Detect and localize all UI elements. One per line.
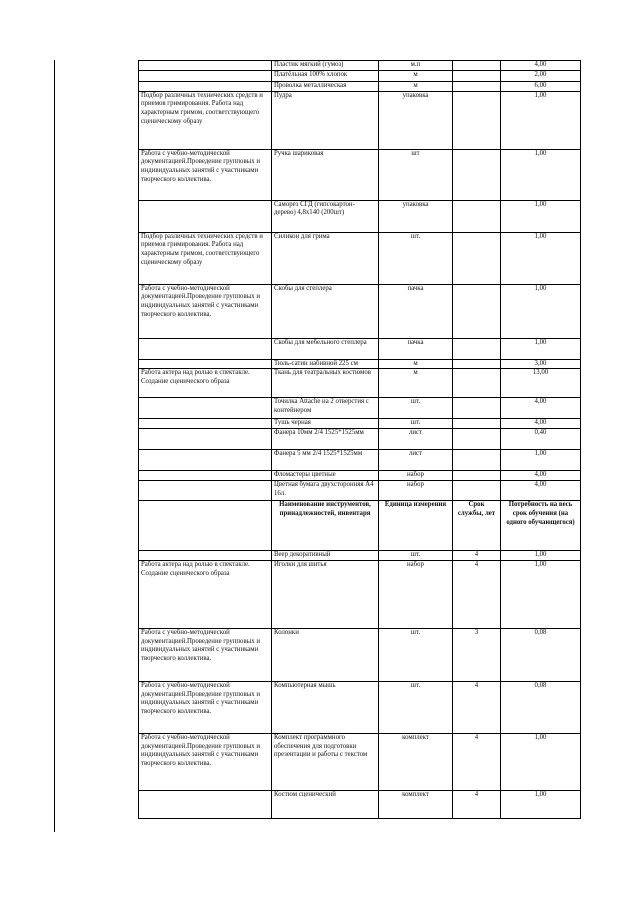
empty-cell xyxy=(453,471,501,481)
unit-cell: упаковка xyxy=(379,91,453,149)
empty-cell xyxy=(453,70,501,81)
unit-cell: комплект xyxy=(379,791,453,819)
item-name-cell: Тюль-сатин набивной 225 см xyxy=(272,359,379,369)
quantity-cell: 1,00 xyxy=(501,338,581,359)
service-term-cell: 4 xyxy=(453,734,501,791)
table-row xyxy=(139,369,581,398)
table-row xyxy=(139,429,581,450)
empty-cell xyxy=(453,481,501,501)
item-name-cell: Точилка Attache на 2 отверстия с контейнером xyxy=(272,398,379,419)
quantity-cell: 4,00 xyxy=(501,471,581,481)
unit-cell: м xyxy=(379,359,453,369)
service-term-cell: 4 xyxy=(453,791,501,819)
empty-header-cell xyxy=(139,501,272,551)
quantity-cell: 4,00 xyxy=(501,481,581,501)
quantity-cell: 1,00 xyxy=(501,450,581,471)
empty-cell xyxy=(453,149,501,200)
table-row xyxy=(139,91,581,149)
unit-cell: шт. xyxy=(379,682,453,734)
unit-cell: пачка xyxy=(379,338,453,359)
table-row xyxy=(139,419,581,429)
table-row xyxy=(139,81,581,91)
empty-cell xyxy=(453,359,501,369)
empty-cell xyxy=(453,398,501,419)
unit-cell: лист xyxy=(379,450,453,471)
table-row xyxy=(139,232,581,284)
item-name-cell: Фломастеры цветные xyxy=(272,471,379,481)
unit-cell: лист xyxy=(379,429,453,450)
quantity-cell: 3,00 xyxy=(501,359,581,369)
work-description-cell: Работа с учебно-методической документацией.Проведение групповых и индивидуальных занятий с участниками творческого коллектива. xyxy=(139,284,272,338)
unit-cell: пачка xyxy=(379,284,453,338)
resources-table xyxy=(138,60,581,819)
empty-cell xyxy=(453,338,501,359)
table-row xyxy=(139,791,581,819)
unit-cell: шт. xyxy=(379,419,453,429)
need-cell: 0,08 xyxy=(501,629,581,682)
item-name-cell: Фанера 5 мм 2/4 1525*1525мм xyxy=(272,450,379,471)
table-row xyxy=(139,284,581,338)
need-cell: 1,00 xyxy=(501,561,581,629)
item-name-cell: Пудра xyxy=(272,91,379,149)
empty-cell xyxy=(453,284,501,338)
work-description-cell xyxy=(139,70,272,81)
table-row xyxy=(139,149,581,200)
header-need: Потребность на весь срок обучения (на одного обучающегося) xyxy=(501,501,581,551)
quantity-cell: 1,00 xyxy=(501,232,581,284)
need-cell: 1,00 xyxy=(501,551,581,561)
table-row xyxy=(139,359,581,369)
item-name-cell: Комплект программного обеспечения для подготовки презентации и работы с текстом xyxy=(272,734,379,791)
quantity-cell: 1,00 xyxy=(501,200,581,232)
service-term-cell: 4 xyxy=(453,551,501,561)
quantity-cell: 4,00 xyxy=(501,61,581,71)
quantity-cell: 4,00 xyxy=(501,398,581,419)
item-name-cell: Силикон для грима xyxy=(272,232,379,284)
work-description-cell: Работа с учебно-методической документацией.Проведение групповых и индивидуальных занятий с участниками творческого коллектива. xyxy=(139,682,272,734)
work-description-cell xyxy=(139,359,272,369)
margin-line xyxy=(54,60,55,832)
item-name-cell: Платёльная 100% хлопок xyxy=(272,70,379,81)
service-term-cell: 3 xyxy=(453,629,501,682)
table-row xyxy=(139,61,581,71)
work-description-cell xyxy=(139,200,272,232)
table-header-row xyxy=(139,501,581,551)
work-description-cell: Работа актера над ролью в спектакле. Создание сценического образа xyxy=(139,561,272,629)
item-name-cell: Тушь черная xyxy=(272,419,379,429)
item-name-cell: Проволка металлическая xyxy=(272,81,379,91)
table-row xyxy=(139,481,581,501)
work-description-cell: Подбор различных технических средств и приемов гримирования. Работа над характерным гримом, соответствующего сценическому образу xyxy=(139,91,272,149)
table-row xyxy=(139,561,581,629)
work-description-cell xyxy=(139,450,272,471)
unit-cell: м xyxy=(379,70,453,81)
empty-cell xyxy=(453,450,501,471)
unit-cell: шт. xyxy=(379,232,453,284)
work-description-cell xyxy=(139,419,272,429)
work-description-cell xyxy=(139,429,272,450)
work-description-cell xyxy=(139,81,272,91)
empty-cell xyxy=(453,81,501,91)
quantity-cell: 1,00 xyxy=(501,149,581,200)
quantity-cell: 13,00 xyxy=(501,369,581,398)
empty-cell xyxy=(453,200,501,232)
table-row xyxy=(139,629,581,682)
table-row xyxy=(139,471,581,481)
table-row xyxy=(139,682,581,734)
header-unit: Единица измерения xyxy=(379,501,453,551)
work-description-cell xyxy=(139,61,272,71)
work-description-cell xyxy=(139,481,272,501)
header-name: Наименование инструментов, принадлежностей, инвентаря xyxy=(272,501,379,551)
need-cell: 0,08 xyxy=(501,682,581,734)
service-term-cell: 4 xyxy=(453,682,501,734)
service-term-cell: 4 xyxy=(453,561,501,629)
item-name-cell: Иголки для шитья xyxy=(272,561,379,629)
header-term: Срок службы, лет xyxy=(453,501,501,551)
table-row xyxy=(139,734,581,791)
table-row xyxy=(139,200,581,232)
unit-cell: набор xyxy=(379,561,453,629)
work-description-cell: Подбор различных технических средств и приемов гримирования. Работа над характерным гримом, соответствующего сценическому образу xyxy=(139,232,272,284)
item-name-cell: Скобы для степлера xyxy=(272,284,379,338)
item-name-cell: Скобы для мебельного степлера xyxy=(272,338,379,359)
table-row xyxy=(139,551,581,561)
work-description-cell: Работа с учебно-методической документацией.Проведение групповых и индивидуальных занятий с участниками творческого коллектива. xyxy=(139,629,272,682)
table-row xyxy=(139,398,581,419)
work-description-cell xyxy=(139,471,272,481)
item-name-cell: Саморез СГД (гипсокартон-дерево) 4,8х140 (200шт) xyxy=(272,200,379,232)
unit-cell: шт. xyxy=(379,551,453,561)
unit-cell: набор xyxy=(379,481,453,501)
quantity-cell: 2,00 xyxy=(501,70,581,81)
unit-cell: м.п xyxy=(379,61,453,71)
table-row xyxy=(139,450,581,471)
item-name-cell: Пластик мягкий (гумоз) xyxy=(272,61,379,71)
item-name-cell: Костюм сценический xyxy=(272,791,379,819)
quantity-cell: 6,00 xyxy=(501,81,581,91)
unit-cell: м xyxy=(379,369,453,398)
unit-cell: шт. xyxy=(379,398,453,419)
work-description-cell: Работа с учебно-методической документацией.Проведение групповых и индивидуальных занятий с участниками творческого коллектива. xyxy=(139,734,272,791)
quantity-cell: 0,40 xyxy=(501,429,581,450)
empty-cell xyxy=(453,91,501,149)
work-description-cell xyxy=(139,551,272,561)
item-name-cell: Цветная бумага двухсторонняя А4 16л. xyxy=(272,481,379,501)
table-row xyxy=(139,338,581,359)
resources-table-body xyxy=(139,61,581,819)
work-description-cell xyxy=(139,398,272,419)
unit-cell: комплект xyxy=(379,734,453,791)
unit-cell: упаковка xyxy=(379,200,453,232)
empty-cell xyxy=(453,61,501,71)
unit-cell: шт xyxy=(379,149,453,200)
unit-cell: набор xyxy=(379,471,453,481)
item-name-cell: Веер декоративный xyxy=(272,551,379,561)
item-name-cell: Колонки xyxy=(272,629,379,682)
work-description-cell xyxy=(139,338,272,359)
work-description-cell xyxy=(139,791,272,819)
empty-cell xyxy=(453,419,501,429)
quantity-cell: 4,00 xyxy=(501,419,581,429)
item-name-cell: Компьютерная мышь xyxy=(272,682,379,734)
unit-cell: шт. xyxy=(379,629,453,682)
work-description-cell: Работа с учебно-методической документацией.Проведение групповых и индивидуальных занятий с участниками творческого коллектива. xyxy=(139,149,272,200)
quantity-cell: 1,00 xyxy=(501,284,581,338)
item-name-cell: Ручка шариковая xyxy=(272,149,379,200)
empty-cell xyxy=(453,429,501,450)
empty-cell xyxy=(453,232,501,284)
table-row xyxy=(139,70,581,81)
quantity-cell: 1,00 xyxy=(501,91,581,149)
empty-cell xyxy=(453,369,501,398)
item-name-cell: Фанера 10мм 2/4 1525*1525мм xyxy=(272,429,379,450)
unit-cell: м xyxy=(379,81,453,91)
need-cell: 1,00 xyxy=(501,791,581,819)
work-description-cell: Работа актера над ролью в спектакле. Создание сценического образа xyxy=(139,369,272,398)
need-cell: 1,00 xyxy=(501,734,581,791)
item-name-cell: Ткань для театральных костюмов xyxy=(272,369,379,398)
